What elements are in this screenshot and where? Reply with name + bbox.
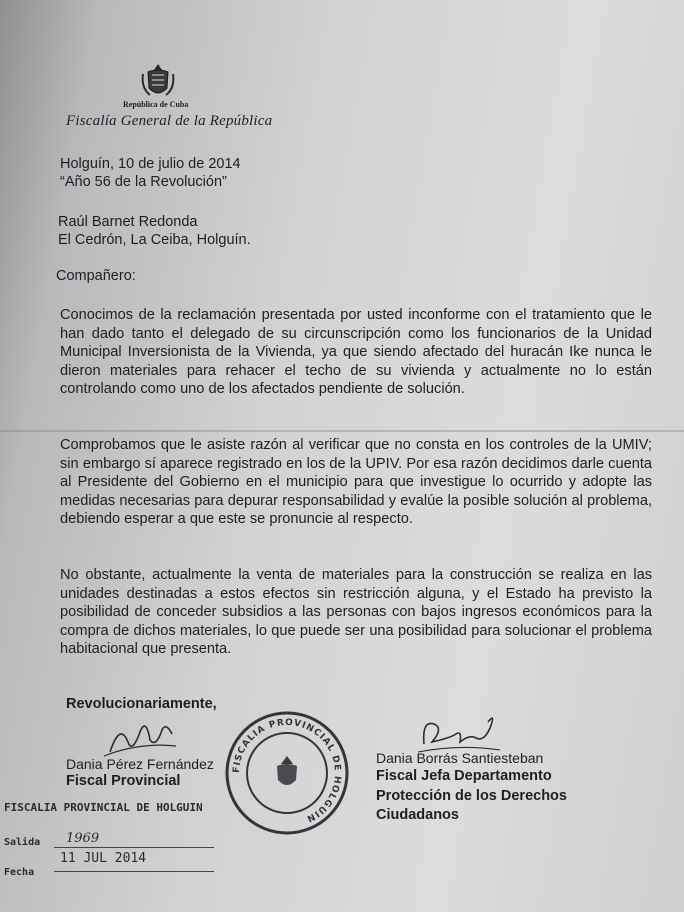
official-seal [222,708,352,838]
letterhead-agency: Fiscalía General de la República [66,113,273,129]
seal-ring-text: FISCALIA PROVINCIAL DE HOLGUIN [231,717,343,824]
year-motto: “Año 56 de la Revolución” [60,174,227,190]
salutation: Compañero: [56,268,136,284]
stamp-fecha-label: Fecha [4,867,35,878]
stamp-salida-label: Salida [4,837,41,848]
stamp-underline [54,847,214,848]
recipient-name: Raúl Barnet Redonda [58,214,198,230]
coat-of-arms-icon [140,62,176,100]
place-date: Holguín, 10 de julio de 2014 [60,156,241,172]
paper-fold [0,430,684,432]
paragraph-text: Comprobamos que le asiste razón al verificar que no consta en los controles de la UMIV; sin embargo sí aparece registrado en los de la UPIV. Por esa razón decidimos darle cuenta al Presidente del Gobierno en el municipio para que investigue lo ocurrido y adopte las medidas necesarias para depurar responsabilidad y evalúe la posible solución al problema, debiendo esperar a que este se pronuncie al respecto. [60,437,652,528]
right-signatory-title-2: Protección de los Derechos [376,788,567,804]
stamp-date: 11 JUL 2014 [60,851,147,866]
right-signatory-title-1: Fiscal Jefa Departamento [376,768,552,784]
body-paragraph-3 [60,566,652,659]
stamp-salida-number: 1969 [66,831,100,846]
recipient-address: El Cedrón, La Ceiba, Holguín. [58,232,251,248]
left-signatory-title: Fiscal Provincial [66,773,181,789]
stamp-office: FISCALIA PROVINCIAL DE HOLGUIN [4,801,203,814]
outgoing-register-stamp [4,801,234,891]
stamp-underline [54,871,214,872]
right-signatory-title-3: Ciudadanos [376,807,459,823]
body-paragraph-2 [60,436,652,529]
right-signatory-name: Dania Borrás Santiesteban [376,750,544,766]
body-paragraph-1 [60,306,652,399]
letterhead-republic: República de Cuba [123,100,189,109]
signature-scribble-left [100,712,180,762]
left-signatory-name: Dania Pérez Fernández [66,756,214,772]
paragraph-text: No obstante, actualmente la venta de materiales para la construcción se realiza en las unidades destinadas a estos efectos sin restricción alguna, y el Estado ha previsto la posibilidad de conceder subsidios a las personas con bajos ingresos económicos para la compra de dichos materiales, lo que puede ser una posibilidad para solucionar el problema habitacional que presenta. [60,567,652,658]
paragraph-text: Conocimos de la reclamación presentada por usted inconforme con el tratamiento que le han dado tanto el delegado de su circunscripción como los funcionarios de la Unidad Municipal Inversionista de la Vivienda, ya que siendo afectado del huracán Ike nunca le dieron materiales para rehacer el techo de su vivienda y actualmente no lo están controlando como uno de los afectados pendiente de solución. [60,307,652,398]
closing: Revolucionariamente, [66,696,217,712]
